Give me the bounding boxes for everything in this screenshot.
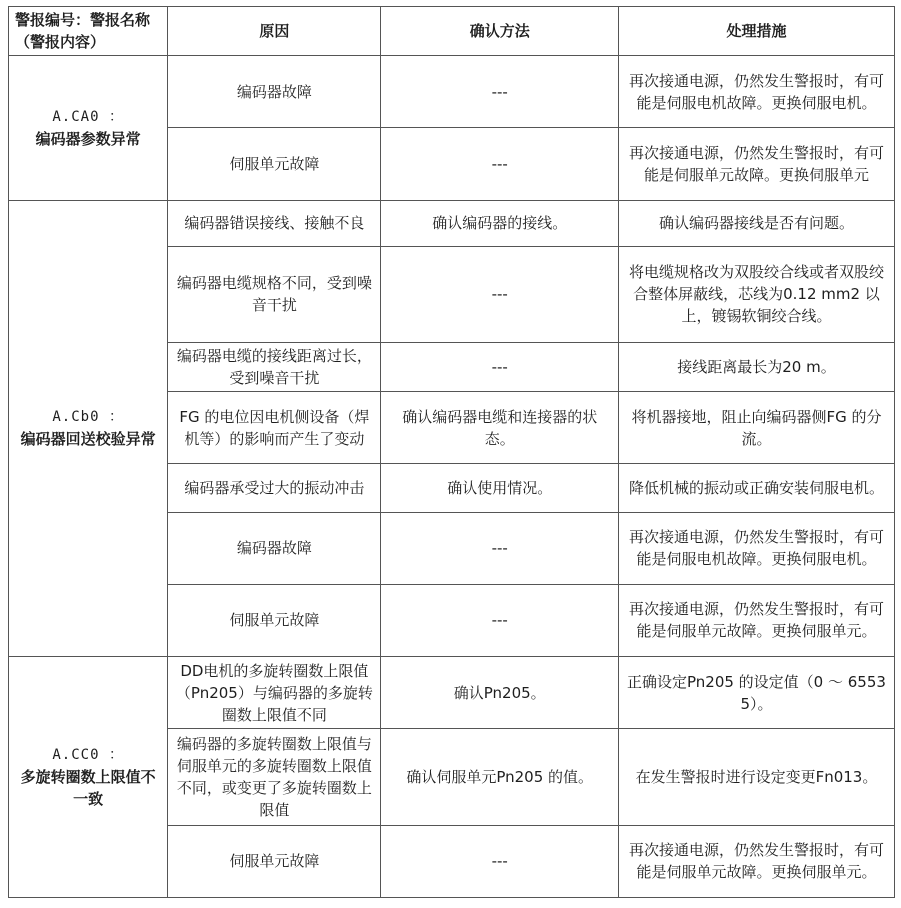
check-cell: 确认Pn205。 (381, 657, 618, 729)
check-cell: --- (381, 128, 618, 200)
check-cell: --- (381, 584, 618, 656)
check-cell: --- (381, 512, 618, 584)
measure-cell: 再次接通电源，仍然发生警报时，有可能是伺服单元故障。更换伺服单元。 (618, 825, 894, 897)
cause-cell: 伺服单元故障 (168, 128, 381, 200)
alarm-cell-cc0 (9, 657, 168, 898)
check-cell: --- (381, 56, 618, 128)
alarm-name: 多旋转圈数上限值不一致 (20, 768, 156, 809)
alarm-table (8, 6, 895, 898)
measure-cell: 再次接通电源，仍然发生警报时，有可能是伺服单元故障。更换伺服单元。 (618, 584, 894, 656)
alarm-cell-cb0 (9, 200, 168, 657)
cause-cell: 编码器故障 (168, 56, 381, 128)
header-cause: 原因 (168, 7, 381, 56)
alarm-name: 编码器参数异常 (35, 129, 141, 148)
alarm-cell-ca0 (9, 56, 168, 201)
cause-cell: 编码器的多旋转圈数上限值与伺服单元的多旋转圈数上限值不同，或变更了多旋转圈数上限值 (168, 729, 381, 825)
cause-cell: 伺服单元故障 (168, 584, 381, 656)
header-alarm: 警报编号：警报名称（警报内容） (9, 7, 168, 56)
alarm-name: 编码器回送校验异常 (20, 430, 156, 449)
check-cell: --- (381, 825, 618, 897)
measure-cell: 再次接通电源，仍然发生警报时，有可能是伺服电机故障。更换伺服电机。 (618, 56, 894, 128)
cause-cell: 编码器电缆的接线距离过长，受到噪音干扰 (168, 342, 381, 391)
check-cell: --- (381, 342, 618, 391)
cause-cell: 编码器错误接线、接触不良 (168, 200, 381, 246)
table-row (9, 657, 895, 729)
table-row (9, 200, 895, 246)
alarm-code: A.CA0 ： (52, 108, 124, 125)
cause-cell: 伺服单元故障 (168, 825, 381, 897)
header-check: 确认方法 (381, 7, 618, 56)
check-cell: --- (381, 246, 618, 342)
measure-cell: 正确设定Pn205 的设定值（0 ～ 65535）。 (618, 657, 894, 729)
table-row (9, 56, 895, 128)
check-cell: 确认伺服单元Pn205 的值。 (381, 729, 618, 825)
alarm-code: A.CC0 ： (52, 747, 124, 764)
measure-cell: 将机器接地，阻止向编码器侧FG 的分流。 (618, 392, 894, 464)
measure-cell: 接线距离最长为20 m。 (618, 342, 894, 391)
cause-cell: 编码器故障 (168, 512, 381, 584)
measure-cell: 在发生警报时进行设定变更Fn013。 (618, 729, 894, 825)
check-cell: 确认编码器的接线。 (381, 200, 618, 246)
measure-cell: 再次接通电源，仍然发生警报时，有可能是伺服单元故障。更换伺服单元 (618, 128, 894, 200)
measure-cell: 降低机械的振动或正确安装伺服电机。 (618, 464, 894, 512)
alarm-code: A.Cb0 ： (52, 409, 124, 426)
cause-cell: 编码器电缆规格不同，受到噪音干扰 (168, 246, 381, 342)
check-cell: 确认编码器电缆和连接器的状态。 (381, 392, 618, 464)
header-row (9, 7, 895, 56)
cause-cell: FG 的电位因电机侧设备（焊机等）的影响而产生了变动 (168, 392, 381, 464)
measure-cell: 将电缆规格改为双股绞合线或者双股绞合整体屏蔽线，芯线为0.12 mm2 以上，镀锡软铜绞合线。 (618, 246, 894, 342)
cause-cell: DD电机的多旋转圈数上限值（Pn205）与编码器的多旋转圈数上限值不同 (168, 657, 381, 729)
cause-cell: 编码器承受过大的振动冲击 (168, 464, 381, 512)
header-measure: 处理措施 (618, 7, 894, 56)
measure-cell: 确认编码器接线是否有问题。 (618, 200, 894, 246)
measure-cell: 再次接通电源，仍然发生警报时，有可能是伺服电机故障。更换伺服电机。 (618, 512, 894, 584)
check-cell: 确认使用情况。 (381, 464, 618, 512)
